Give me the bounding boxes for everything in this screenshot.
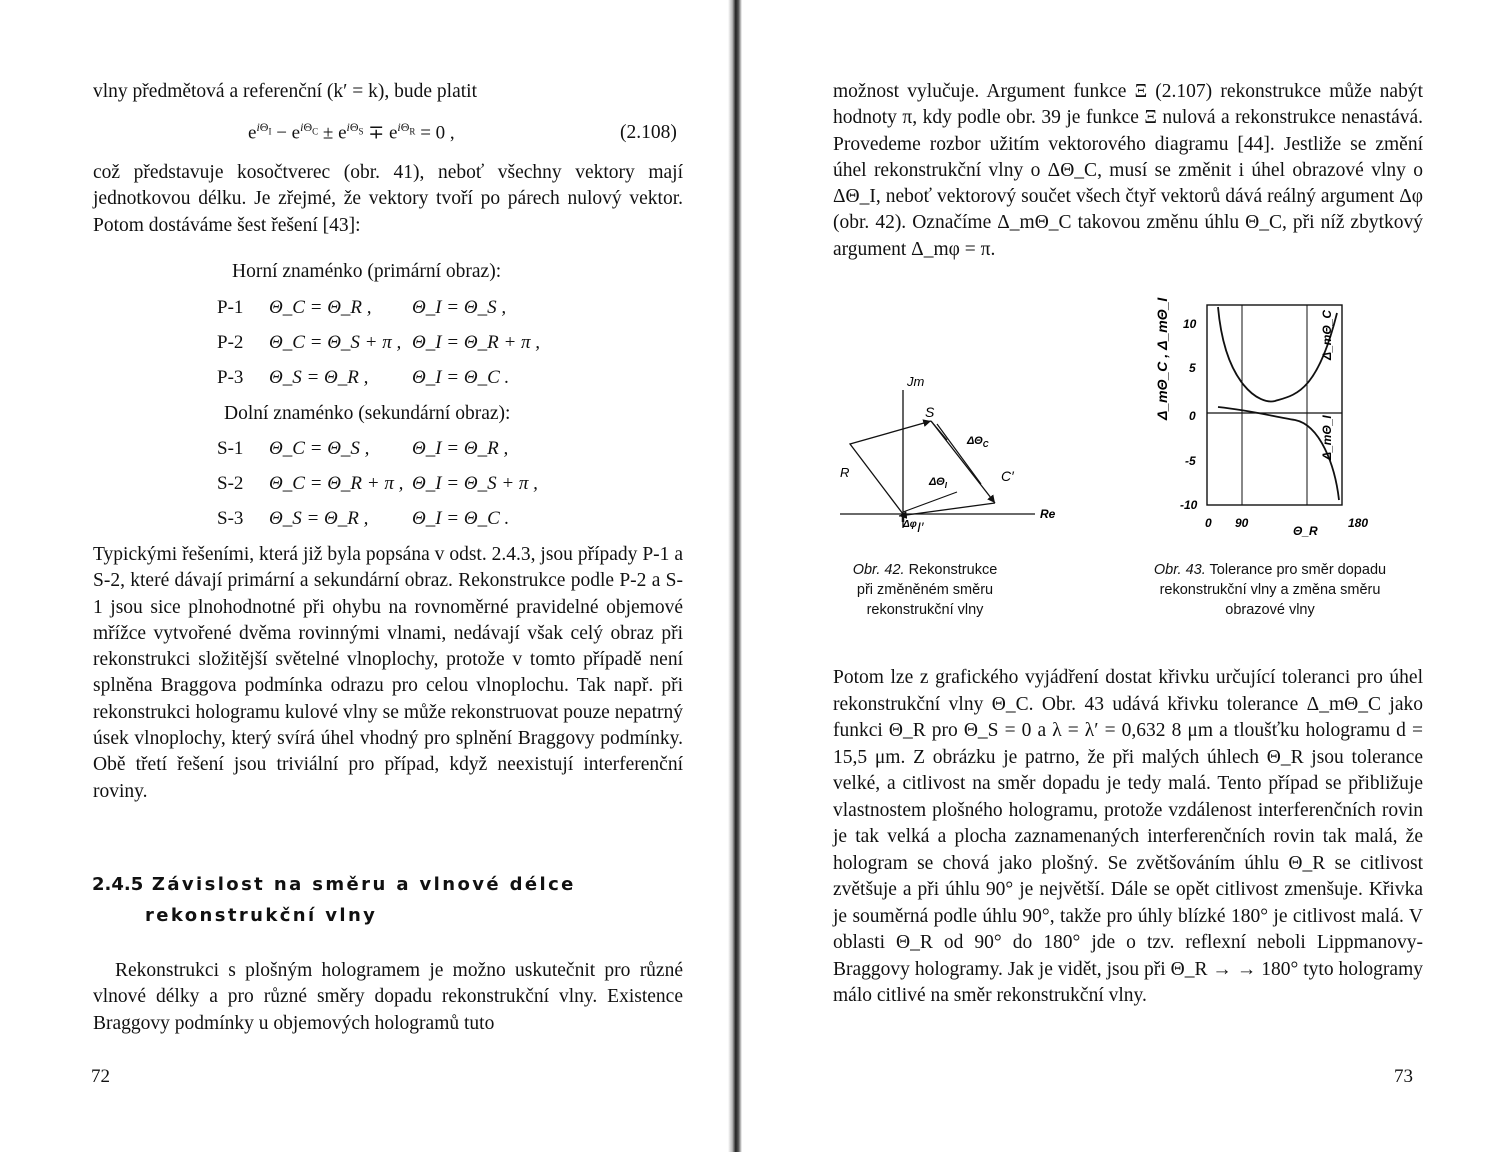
y-tick: -10	[1180, 498, 1198, 512]
section-number: 2.4.5	[92, 874, 144, 895]
left-page	[0, 0, 740, 1152]
label-S: S	[925, 404, 935, 420]
caption-line: obrazové vlny	[1225, 602, 1315, 618]
paragraph-3: Rekonstrukci s plošným hologramem je možno uskutečnit pro různé vlnové délky a pro různé směry dopadu rekonstrukční vlny. Existence Braggovy podmínky u objemových hologramů tuto	[93, 960, 683, 1034]
vector-R	[850, 421, 931, 514]
y-tick: 0	[1189, 409, 1196, 423]
case-row	[217, 438, 577, 464]
case-row	[217, 473, 577, 499]
figure-43-caption	[1115, 560, 1425, 620]
curve-label-top: Δ_mΘ_C	[1320, 309, 1334, 360]
paragraph-1: což představuje kosočtverec (obr. 41), neboť všechny vektory mají jednotkovou délku. Je zřejmé, že vektory tvoří po párech nulový vektor. Potom dostáváme šest řešení [43]:	[93, 162, 683, 236]
label-delta-theta-i: $\Delta\Theta_I$	[929, 476, 947, 490]
equation-2-108: $e^{i\Theta_I} - e^{i\Theta_C} \pm e^{i\Theta_S} \mp e^{i\Theta_R} = 0$ ,	[248, 120, 455, 144]
caption-line: rekonstrukční vlny	[866, 602, 984, 618]
right-page	[760, 0, 1506, 1152]
x-axis-label: Θ_R	[1293, 524, 1318, 538]
case-row	[217, 508, 577, 534]
case-condition-b: Θ_I = Θ_C .	[412, 367, 510, 388]
case-condition-a: Θ_C = Θ_R ,	[269, 297, 372, 318]
y-axis-label: Δ_mΘ_C , Δ_mΘ_I	[1154, 297, 1170, 420]
curve-label-bottom: Δ_mΘ_I	[1320, 415, 1334, 460]
figure-42-vector-diagram	[835, 360, 1065, 540]
figure-42-caption	[820, 560, 1030, 620]
label-R: R	[840, 465, 850, 480]
page-number-right: 73	[1394, 1066, 1413, 1087]
label-re: Re	[1040, 507, 1056, 521]
y-tick-labels	[1180, 317, 1198, 512]
paragraph-2: Typickými řešeními, která již byla popsána v odst. 2.4.3, jsou případy P-1 a S-2, které dávají primární a sekundární obraz. Rekonstrukce podle P-2 a S-1 jsou sice plnohodnotné při ohybu na rovnoměrné pravidelné objemové mřížce vytvořené dvěma rovinnými vlnami, nedávají však celý obraz při rekonstrukci složitější světelné vlnoplochy, protože v tomto případě není splněna Braggova podmínka odrazu pro celou vlnoplochu. Tak např. při rekonstrukci hologramu kulové vlny se může rekonstruovat pouze nepatrný úsek vlnoplochy, který svírá úhel vhodný pro splnění Braggovy podmínky. Obě třetí řešení jsou triviální pro případ, když neexistují interferenční roviny.	[93, 544, 683, 802]
x-tick: 0	[1205, 516, 1212, 530]
case-label: S-2	[217, 473, 244, 494]
upper-sign-heading: Horní znaménko (primární obraz):	[232, 261, 502, 282]
caption-line: rekonstrukční vlny a změna směru	[1159, 582, 1381, 598]
caption-label: Obr. 43.	[1153, 562, 1206, 578]
y-tick: 5	[1189, 361, 1196, 375]
case-label: S-3	[217, 508, 244, 529]
paragraph-1-right: možnost vylučuje. Argument funkce Ξ (2.107) rekonstrukce může nabýt hodnoty π, kdy podle obr. 39 je funkce Ξ nulová a rekonstrukce nenastává. Provedeme rozbor užitím vektorového diagramu [44]. Jestliže se změní úhel rekonstrukční vlny o ΔΘ_C, musí se změnit i úhel obrazové vlny o ΔΘ_I, neboť vektorový součet všech čtyř vektorů dává reálný argument Δφ (obr. 42). Označíme Δ_mΘ_C takovou změnu úhlu Θ_C, při níž zbytkový argument Δ_mφ = π.	[833, 81, 1423, 260]
section-heading	[92, 874, 576, 895]
case-label: P-2	[217, 332, 244, 353]
case-row	[217, 297, 577, 323]
case-condition-a: Θ_S = Θ_R ,	[269, 367, 369, 388]
label-I: I′	[917, 519, 924, 535]
case-condition-b: Θ_I = Θ_R ,	[412, 438, 509, 459]
case-condition-a: Θ_S = Θ_R ,	[269, 508, 369, 529]
caption-label: Obr. 42.	[852, 562, 905, 578]
caption-line: při změněném směru	[856, 582, 994, 598]
label-delta-theta-c: $\Delta\Theta_C$	[967, 435, 989, 449]
case-condition-a: Θ_C = Θ_R + π ,	[269, 473, 404, 494]
case-condition-b: Θ_I = Θ_R + π ,	[412, 332, 541, 353]
case-condition-b: Θ_I = Θ_C .	[412, 508, 510, 529]
caption-line: Tolerance pro směr dopadu	[1209, 562, 1387, 578]
case-row	[217, 332, 577, 358]
case-label: P-3	[217, 367, 244, 388]
label-C: C′	[1001, 468, 1014, 484]
page-number-left: 72	[91, 1066, 110, 1087]
section-title-line-2: rekonstrukční vlny	[145, 905, 378, 926]
case-label: S-1	[217, 438, 244, 459]
y-tick: -5	[1185, 454, 1196, 468]
figure-43-tolerance-plot	[1145, 295, 1390, 545]
lower-sign-heading: Dolní znaménko (sekundární obraz):	[224, 403, 511, 424]
x-tick: 90	[1235, 516, 1249, 530]
x-tick: 180	[1348, 516, 1369, 530]
case-condition-b: Θ_I = Θ_S + π ,	[412, 473, 538, 494]
case-condition-b: Θ_I = Θ_S ,	[412, 297, 507, 318]
book-gutter	[728, 0, 742, 1152]
paragraph-2-right: Potom lze z grafického vyjádření dostat křivku určující toleranci pro úhel rekonstrukční vlny Θ_C. Obr. 43 udává křivku tolerance Δ_mΘ_C jako funkci Θ_R pro Θ_S = 0 a λ = λ′ = 0,632 8 μm a tloušťku hologramu d = 15,5 μm. Z obrázku je patrno, že při malých úhlech Θ_R jsou tolerance velké, a citlivost na směr dopadu je tedy malá. Tento případ se přibližuje vlastnostem plošného hologramu, protože vzdálenost interferenčních rovin je tak velká a plocha zaznamenaných interferenčních rovin tak malá, že hologram se chová jako plošný. Se zvětšováním úhlu Θ_R se citlivost zvětšuje a při úhlu 90° je největší. Dále se opět citlivost zmenšuje. Křivka je souměrná podle úhlu 90°, takže pro úhly blízké 180° je citlivost malá. V oblasti Θ_R od 90° do 180° jde o tzv. reflexní neboli Lippmanovy-Braggovy hologramy. Jak je vidět, jsou při Θ_R → → 180° tyto hologramy málo citlivé na směr rekonstrukční vlny.	[833, 667, 1423, 1006]
case-condition-a: Θ_C = Θ_S ,	[269, 438, 370, 459]
intro-line: vlny předmětová a referenční (k′ = k), bude platit	[93, 81, 477, 102]
equation-number: (2.108)	[620, 122, 677, 143]
caption-line: Rekonstrukce	[908, 562, 998, 578]
case-row	[217, 367, 577, 393]
section-title-line-1: Závislost na směru a vlnové délce	[151, 874, 576, 895]
case-condition-a: Θ_C = Θ_S + π ,	[269, 332, 402, 353]
label-delta-phi: Δφ	[903, 519, 917, 530]
x-tick-labels	[1205, 516, 1368, 538]
y-tick: 10	[1183, 317, 1197, 331]
case-label: P-1	[217, 297, 244, 318]
label-im: Jm	[907, 374, 925, 389]
